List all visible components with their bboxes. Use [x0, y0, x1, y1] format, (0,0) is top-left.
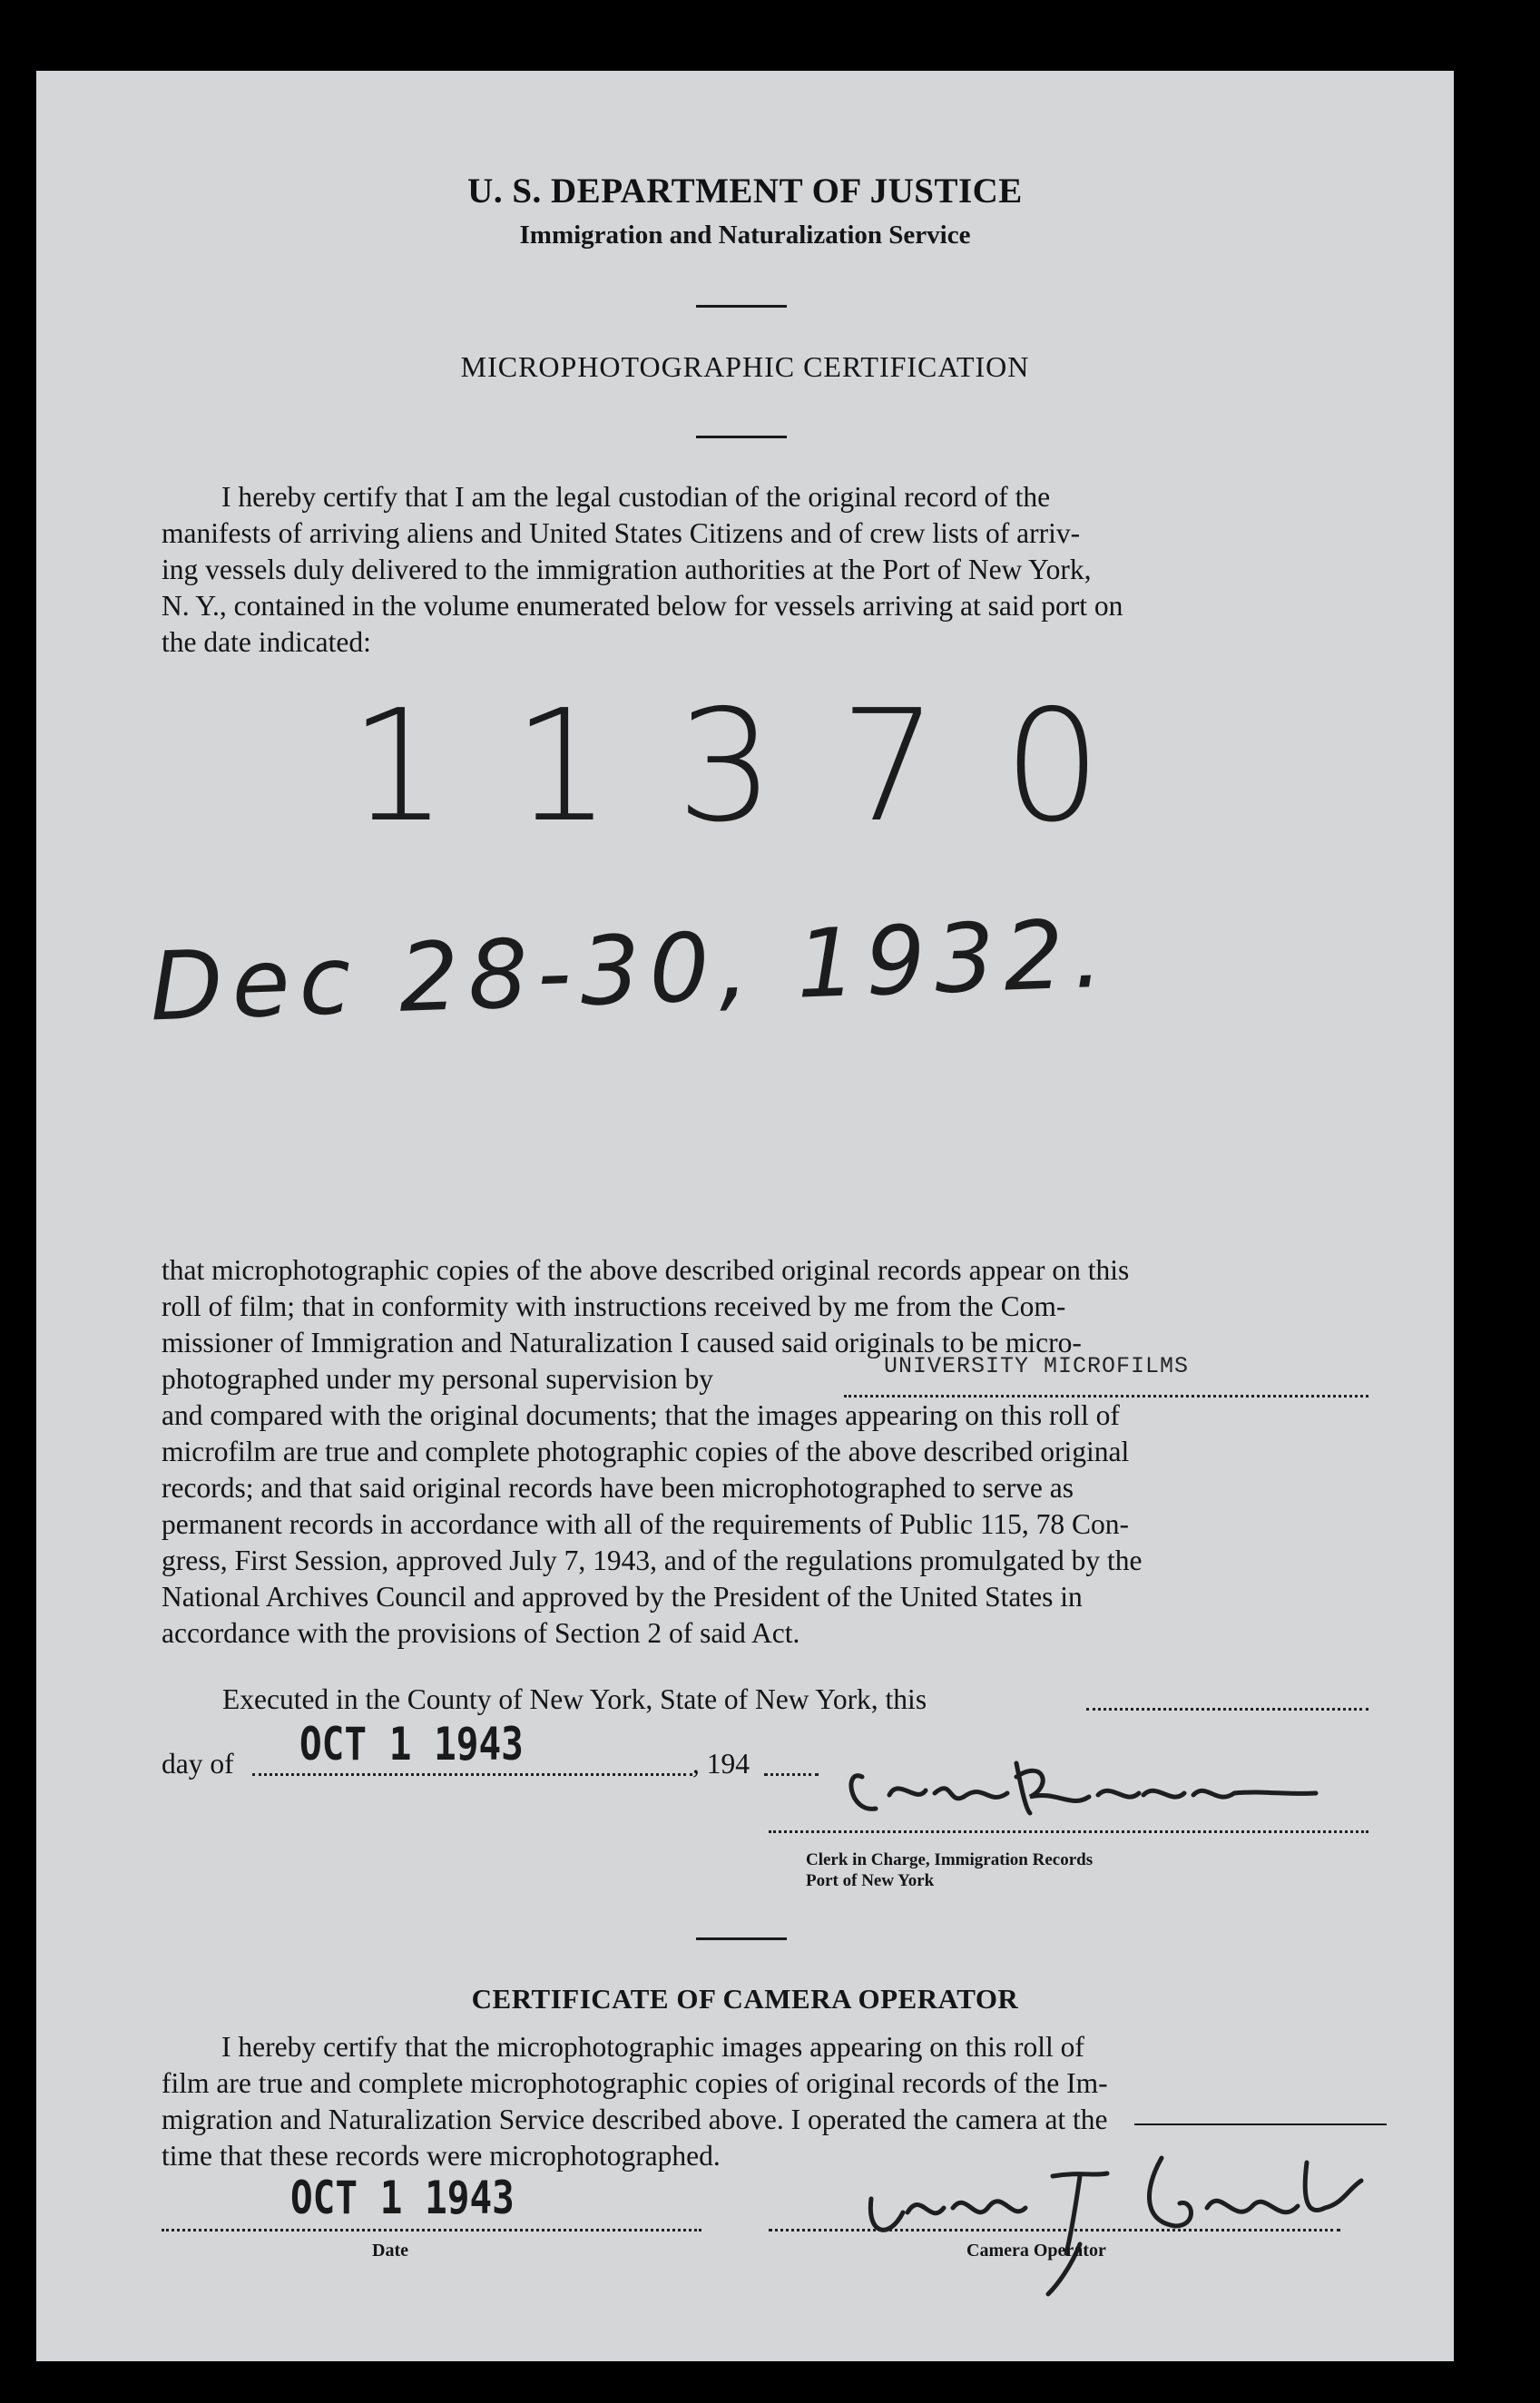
- intro-paragraph: [162, 479, 1368, 661]
- typed-supervisor-name: UNIVERSITY MICROFILMS: [884, 1353, 1190, 1379]
- intro-line: I hereby certify that I am the legal custodian of the original record of the: [221, 481, 1051, 513]
- body-line: gress, First Session, approved July 7, 1943, and of the regulations promulgated by the: [162, 1545, 1143, 1576]
- intro-line: the date indicated:: [162, 626, 371, 658]
- divider: [696, 436, 787, 438]
- body-line: photographed under my personal supervision by: [162, 1363, 714, 1395]
- execution-day-dotted-line: [1086, 1708, 1368, 1711]
- body-paragraph: [162, 1252, 1368, 1652]
- body-line: permanent records in accordance with all of the requirements of Public 115, 78 Con-: [162, 1508, 1129, 1540]
- supervisor-dotted-line: [844, 1395, 1368, 1398]
- date-label: Date: [372, 2241, 408, 2261]
- camera-line: time that these records were microphotographed.: [162, 2140, 721, 2172]
- day-of-dotted-line: [252, 1773, 692, 1776]
- body-line: that microphotographic copies of the above described original records appear on this: [162, 1254, 1130, 1286]
- clerk-title-line-2: Port of New York: [806, 1871, 935, 1890]
- year-dotted-line: [764, 1773, 819, 1776]
- camera-line: I hereby certify that the microphotographic images appearing on this roll of: [221, 2031, 1084, 2063]
- handwritten-date-range: Dec 28-30, 1932.: [148, 897, 1114, 1043]
- divider: [696, 305, 787, 308]
- year-prefix: , 194: [692, 1748, 750, 1780]
- body-line: accordance with the provisions of Section 2 of said Act.: [162, 1617, 800, 1649]
- intro-line: N. Y., contained in the volume enumerated below for vessels arriving at said port on: [162, 590, 1123, 622]
- body-line: roll of film; that in conformity with instructions received by me from the Com-: [162, 1290, 1066, 1322]
- body-line: missioner of Immigration and Naturalization I caused said originals to be micro-: [162, 1327, 1082, 1358]
- certificate-sheet: [36, 71, 1454, 2361]
- service-subheading: Immigration and Naturalization Service: [519, 221, 971, 250]
- department-heading: U. S. DEPARTMENT OF JUSTICE: [467, 172, 1023, 211]
- camera-date-dotted-line: [162, 2229, 701, 2231]
- intro-line: manifests of arriving aliens and United States Citizens and of crew lists of arriv-: [162, 517, 1081, 549]
- body-line: and compared with the original documents; that the images appearing on this roll of: [162, 1399, 1120, 1431]
- body-line: microfilm are true and complete photographic copies of the above described original: [162, 1436, 1130, 1467]
- camera-line: film are true and complete microphotographic copies of original records of the Im-: [162, 2067, 1108, 2099]
- camera-certificate-title: CERTIFICATE OF CAMERA OPERATOR: [471, 1983, 1019, 2015]
- camera-operator-label: Camera Operator: [966, 2241, 1106, 2261]
- clerk-signature-line: [769, 1830, 1368, 1833]
- body-line: records; and that said original records have been microphotographed to serve as: [162, 1472, 1074, 1504]
- handwritten-volume-number: 11370: [349, 677, 1167, 857]
- clerk-signature: [835, 1741, 1325, 1840]
- clerk-title-line-1: Clerk in Charge, Immigration Records: [806, 1850, 1094, 1869]
- camera-operator-signature: [853, 2135, 1416, 2299]
- camera-line: migration and Naturalization Service described above. I operated the camera at the: [162, 2104, 1108, 2135]
- camera-operator-signature-line: [769, 2229, 1340, 2231]
- intro-line: ing vessels duly delivered to the immigration authorities at the Port of New York,: [162, 554, 1092, 585]
- certification-title: MICROPHOTOGRAPHIC CERTIFICATION: [460, 350, 1030, 383]
- day-of-label: day of: [162, 1748, 234, 1780]
- body-line: National Archives Council and approved by the President of the United States in: [162, 1581, 1083, 1613]
- date-stamp: OCT 1 1943: [299, 1718, 524, 1770]
- execution-text: Executed in the County of New York, State of New York, this: [222, 1683, 927, 1715]
- divider: [696, 1937, 787, 1940]
- camera-date-stamp: OCT 1 1943: [290, 2172, 515, 2224]
- strike-through-line: [1134, 2123, 1387, 2125]
